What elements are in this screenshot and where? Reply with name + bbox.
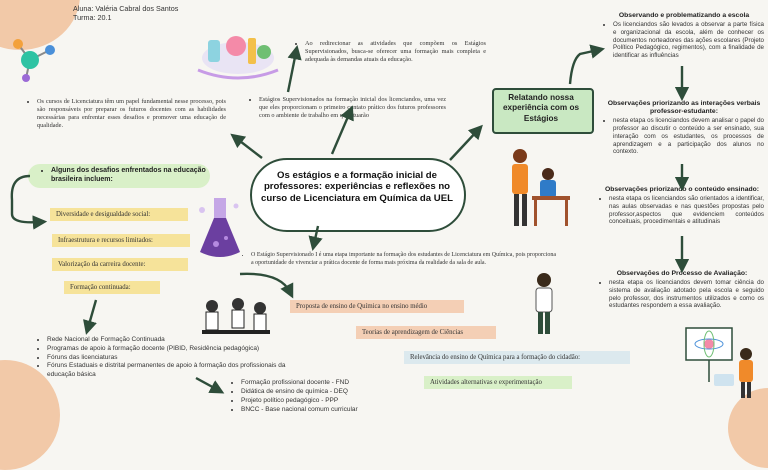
challenge-item-continued: Formação continuada:	[64, 281, 160, 294]
arrow-stage-to-proposal	[240, 274, 290, 292]
section-interactions-title: Observações priorizando as interações verbais professor-estudante:	[607, 100, 761, 116]
continued-item: • Fóruns Estaduais e distrital permanentes de apoio à formação dos profissionais da educação básica	[47, 362, 298, 380]
arrow-center-to-stage	[314, 226, 318, 244]
section-content-text: • nesta etapa os licenciandos são orientados a identificar, nas aulas observadas e nas questões propostas pelo professor,aspectos que evidenciem conteúdos conceituais, procedimentais e atitudinais	[609, 195, 764, 226]
tag-theories: Teorias de aprendizagem de Ciências	[356, 326, 496, 339]
left-text: • Os cursos de Licenciatura têm um papel fundamental nesse processo, pois são responsáveis por preparar os futuros docentes com as habilidades necessárias para enfrentar esses desafios e promover uma educação de qualidade.	[37, 98, 226, 129]
challenges-title: • Alguns dos desafios enfrentados na educação brasileira incluem:	[51, 167, 206, 185]
challenge-item-infrastructure: Infraestrutura e recursos limitados:	[52, 234, 190, 247]
continued-item: • Fóruns das licenciaturas	[47, 354, 298, 363]
bottom-item: • Formação profissional docente - FND	[241, 378, 412, 387]
tag-activities: Atividades alternativas e experimentação	[424, 376, 572, 389]
arrow-center-to-reporting	[450, 130, 478, 160]
section-observing-text: • Os licenciandos são levados a observar a parte física e organizacional da escola, além de conhecer os documentos norteadores das ações escolares (Projeto Político Pedagógico, regimentos), com a finalidade de identificar as influências	[613, 21, 764, 60]
student-class: Turma: 20.1	[73, 13, 112, 23]
continued-item: • Programas de apoio à formação docente (PIBID, Residência pedagógica)	[47, 345, 298, 354]
challenge-item-career: Valorização da carreira docente:	[52, 258, 188, 271]
bottom-item: • Projeto político pedagógico - PPP	[241, 396, 412, 405]
challenge-item-diversity: Diversidade e desigualdade social:	[50, 208, 188, 221]
arrow-reporting-to-right	[570, 50, 598, 84]
arrow-center-to-left	[236, 138, 262, 158]
stage-text: • O Estágio Supervisionado I é uma etapa importante na formação dos estudantes de Licenciatura em Química, pois proporciona a oportunidade de vivenciar a prática docente de forma mais próxima da realidade da sala de aula.	[251, 252, 556, 267]
bottom-item: • BNCC - Base nacional comum curricular	[241, 405, 412, 414]
student-name: Aluna: Valéria Cabral dos Santos	[73, 4, 179, 13]
continued-item: • Rede Nacional de Formação Continuada	[47, 336, 298, 345]
section-content-title: Observações priorizando o conteúdo ensinado:	[604, 186, 760, 193]
mid-text: • Estágios Supervisionados na formação inicial dos licenciandos, uma vez que eles proporcionam o primeiro contato prático dos futuros professores com o ambiente de trabalho em que atuarão	[259, 96, 446, 120]
reporting-label: Relatando nossa experiência com os Estágios	[503, 93, 579, 123]
tag-proposal: Proposta de ensino de Química no ensino médio	[290, 300, 464, 313]
arrow-continued-down	[88, 300, 96, 328]
arrow-center-to-topright	[288, 52, 296, 92]
section-assessment-title: Observações do Processo de Avaliação:	[616, 270, 748, 277]
arrow-left-loop	[12, 176, 40, 222]
bottom-item: • Didática de ensino de química - DEQ	[241, 387, 412, 396]
section-observing-title: Observando e problematizando a escola	[618, 12, 750, 19]
arrow-to-bottom-list	[196, 378, 218, 390]
top-text: • Ao redirecionar as atividades que compõem os Estágios Supervisionados, busca-se oferecer uma formação mais completa e adequada às demandas atuais da educação.	[305, 40, 486, 64]
section-assessment-text: • nesta etapa os licenciandos devem tomar ciência do sistema de avaliação adotado pela escola e seguido pelo professor, dos instrumentos utilizados e como os estudantes respondem a essa avaliação.	[609, 279, 764, 310]
section-interactions-text: • nesta etapa os licenciandos devem analisar o papel do professor ao discutir o conteúdo a ser ensinado, sua interação com os estudantes, os processos de aprendizagem e a participação dos alunos no contexto.	[613, 117, 764, 156]
central-title: Os estágios e a formação inicial de professores: experiências e reflexões no curso de Licenciatura em Química da UEL	[261, 170, 453, 204]
tag-relevance: Relevância do ensino de Química para a formação do cidadão:	[404, 351, 630, 364]
arrow-center-to-top	[332, 112, 350, 154]
